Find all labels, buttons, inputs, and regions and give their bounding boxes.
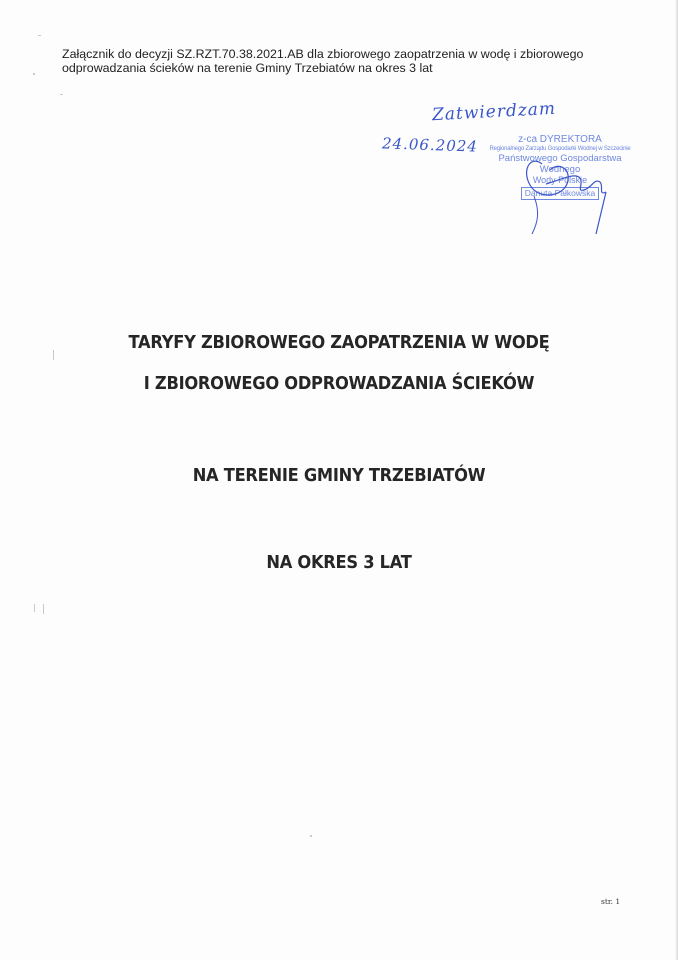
scan-speck — [310, 835, 312, 837]
stamp-authority: Regionalnego Zarządu Gospodarki Wodnej w Szczecinie — [489, 146, 631, 152]
attachment-header-line2: odprowadzania ścieków na terenie Gminy Trzebiatów na okres 3 lat — [62, 61, 433, 75]
scan-speck — [60, 94, 63, 95]
signature-drawing — [370, 92, 640, 242]
stamp-title: z-ca DYREKTORA — [518, 134, 602, 145]
handwritten-approval: Zatwierdzam — [431, 98, 557, 126]
title-line-3: NA TERENIE GMINY TRZEBIATÓW — [192, 466, 486, 486]
scan-speck — [38, 35, 41, 36]
scan-speck — [33, 73, 35, 75]
attachment-header — [62, 47, 642, 75]
title-line-1: TARYFY ZBIOROWEGO ZAOPATRZENIA W WODĘ — [128, 333, 550, 353]
approval-block — [370, 92, 640, 242]
title-line-4: NA OKRES 3 LAT — [266, 553, 412, 573]
attachment-header-line1: Załącznik do decyzji SZ.RZT.70.38.2021.AB dla zbiorowego zaopatrzenia w wodę i zbiorowego — [62, 47, 584, 61]
scan-speck — [43, 604, 44, 614]
stamp-institution: Państwowego Gospodarstwa Wodnego — [498, 153, 622, 175]
stamp-brand: Wody Polskie — [532, 175, 588, 185]
page-number: str. 1 — [601, 897, 621, 906]
title-line-2: I ZBIOROWEGO ODPROWADZANIA ŚCIEKÓW — [143, 374, 535, 394]
stamp-name: Danuta Pałkowska — [521, 187, 599, 200]
scan-speck — [34, 604, 35, 612]
handwritten-date: 24.06.2024 — [381, 134, 479, 156]
